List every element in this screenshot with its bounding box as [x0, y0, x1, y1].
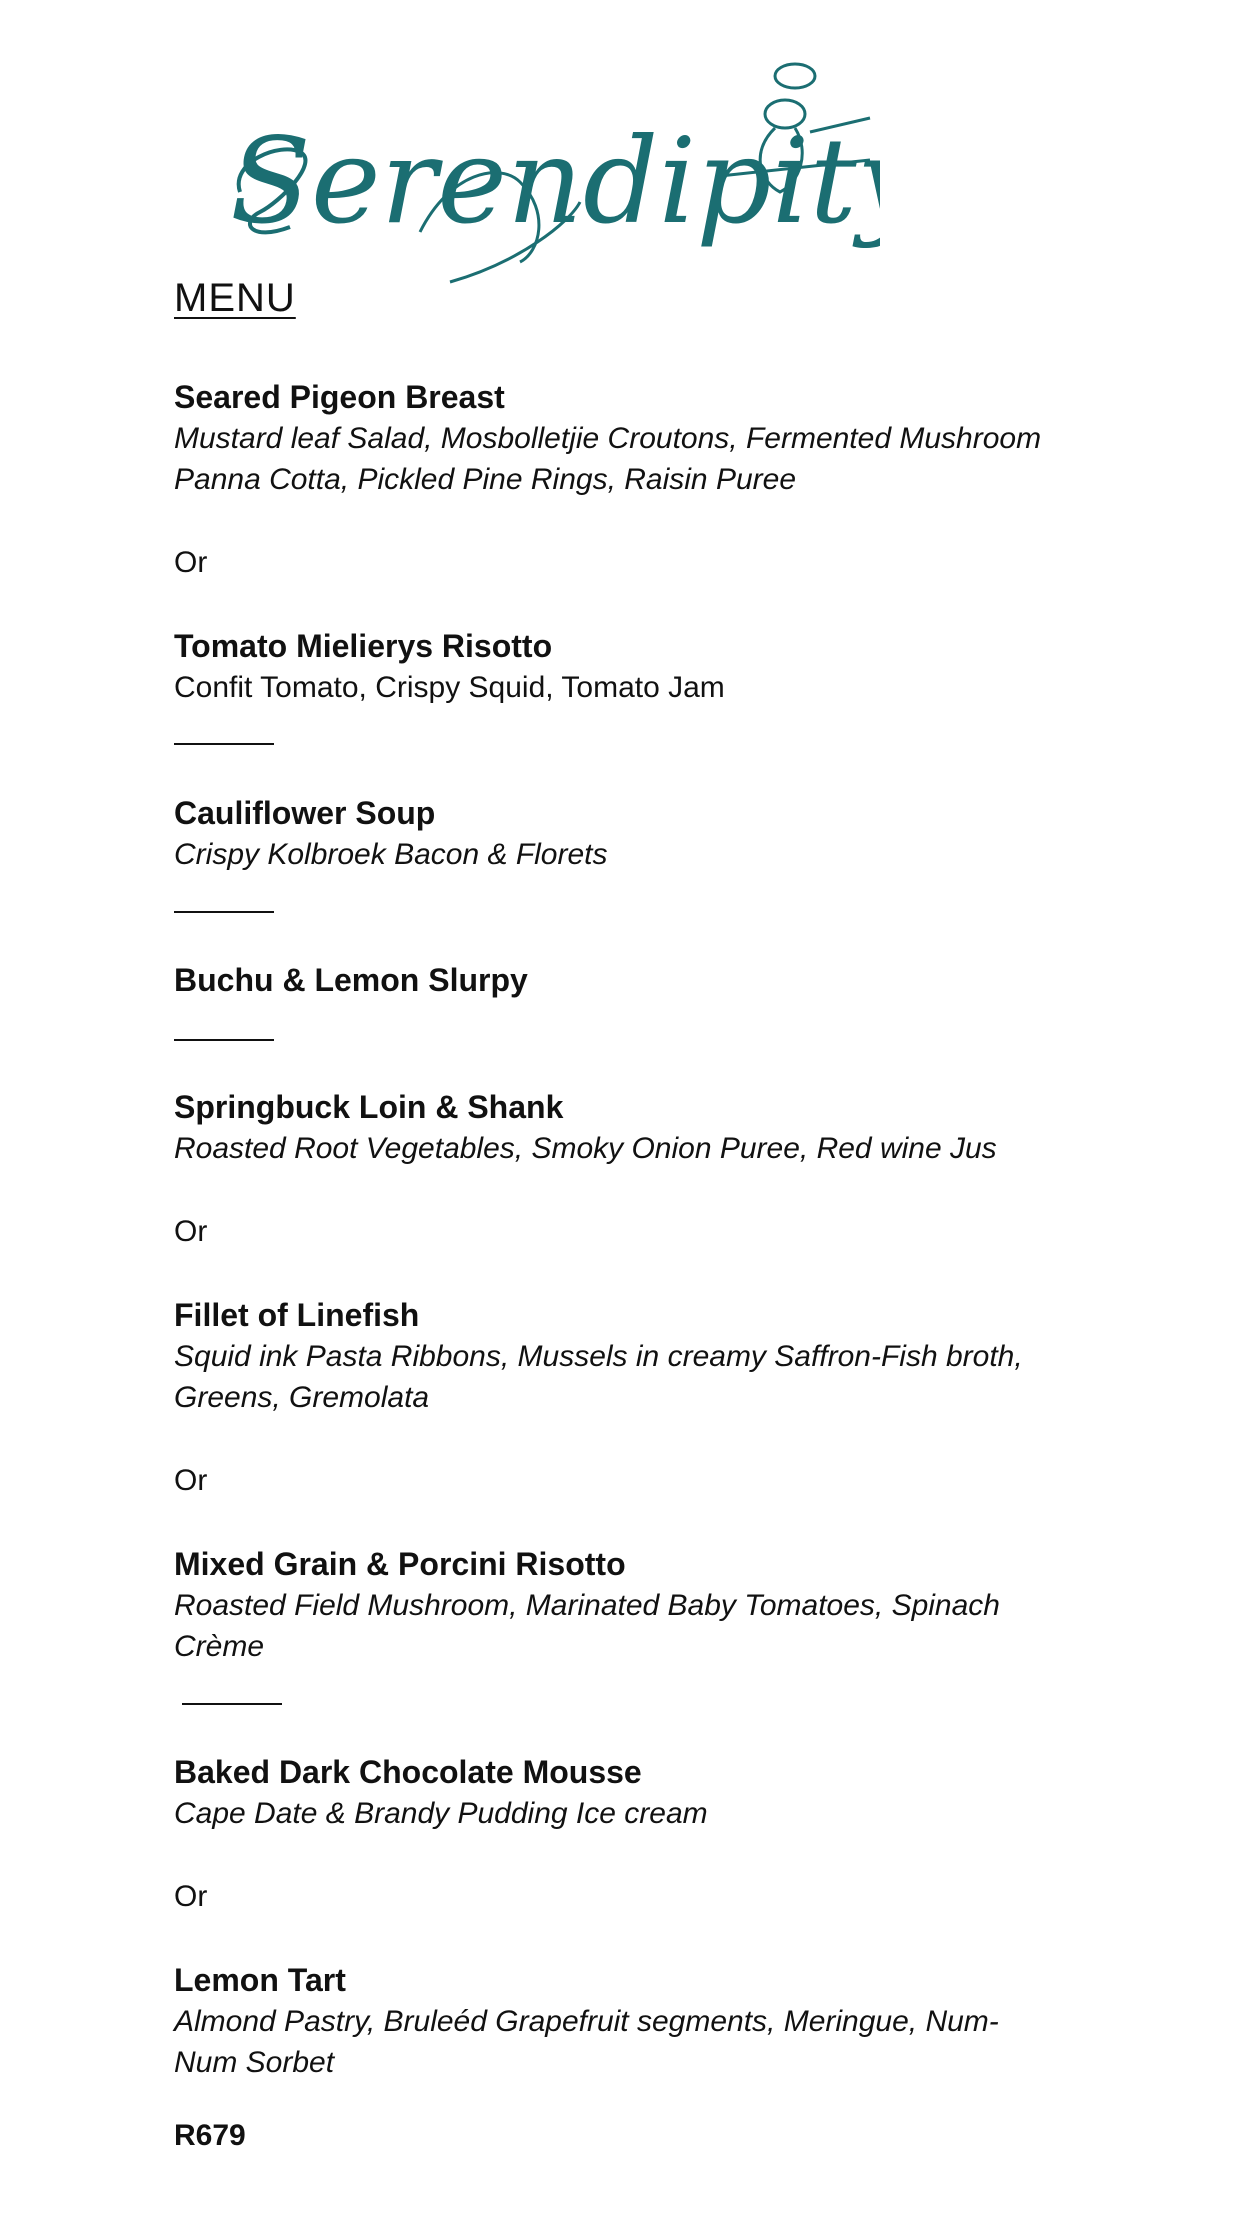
dish-description: Crème — [174, 1630, 265, 1663]
dish-description: Confit Tomato, Crispy Squid, Tomato Jam — [174, 671, 725, 704]
dish-title: Fillet of Linefish — [174, 1297, 420, 1333]
or-separator: Or — [174, 1215, 208, 1248]
starter-seared-pigeon-breast — [174, 376, 1041, 500]
dish-description: Greens, Gremolata — [174, 1381, 430, 1414]
dessert-lemon-tart — [174, 1959, 999, 2083]
logo-wordmark: Serendipity — [230, 112, 880, 250]
main-springbuck-loin-shank — [174, 1086, 997, 1169]
dish-description: Mustard leaf Salad, Mosbolletjie Croutons, Fermented Mushroom — [174, 422, 1042, 455]
dish-title: Seared Pigeon Breast — [174, 379, 505, 415]
course-divider — [182, 1703, 282, 1705]
or-separator: Or — [174, 1464, 208, 1497]
dish-title: Baked Dark Chocolate Mousse — [174, 1754, 642, 1790]
menu-price: R679 — [174, 2119, 246, 2152]
dish-title: Tomato Mielierys Risotto — [174, 628, 553, 664]
dish-title: Cauliflower Soup — [174, 795, 436, 831]
menu-heading: MENU — [174, 276, 296, 320]
or-separator: Or — [174, 546, 208, 579]
dish-description: Roasted Field Mushroom, Marinated Baby Tomatoes, Spinach — [174, 1589, 1000, 1622]
dish-description: Almond Pastry, Bruleéd Grapefruit segments, Meringue, Num- — [174, 2005, 999, 2038]
dish-description: Squid ink Pasta Ribbons, Mussels in creamy Saffron-Fish broth, — [174, 1340, 1023, 1373]
dessert-baked-dark-chocolate-mousse — [174, 1751, 708, 1834]
dish-title: Mixed Grain & Porcini Risotto — [174, 1546, 626, 1582]
course-divider — [174, 743, 274, 745]
dish-description: Num Sorbet — [174, 2046, 335, 2079]
dish-title: Springbuck Loin & Shank — [174, 1089, 564, 1125]
course-divider — [174, 1039, 274, 1041]
palate-cleanser-buchu-lemon-slurpy — [174, 959, 528, 1001]
main-fillet-of-linefish — [174, 1294, 1023, 1418]
dish-description: Roasted Root Vegetables, Smoky Onion Puree, Red wine Jus — [174, 1132, 997, 1165]
chef-bird-icon — [220, 52, 880, 302]
dish-title: Buchu & Lemon Slurpy — [174, 962, 528, 998]
or-separator: Or — [174, 1880, 208, 1913]
dish-description: Cape Date & Brandy Pudding Ice cream — [174, 1797, 708, 1830]
starter-tomato-mielierys-risotto — [174, 625, 725, 708]
dish-description: Crispy Kolbroek Bacon & Florets — [174, 838, 608, 871]
serendipity-logo — [220, 52, 880, 302]
dish-title: Lemon Tart — [174, 1962, 346, 1998]
course-divider — [174, 911, 274, 913]
soup-cauliflower — [174, 792, 608, 875]
main-mixed-grain-porcini-risotto — [174, 1543, 1000, 1667]
dish-description: Panna Cotta, Pickled Pine Rings, Raisin Puree — [174, 463, 797, 496]
